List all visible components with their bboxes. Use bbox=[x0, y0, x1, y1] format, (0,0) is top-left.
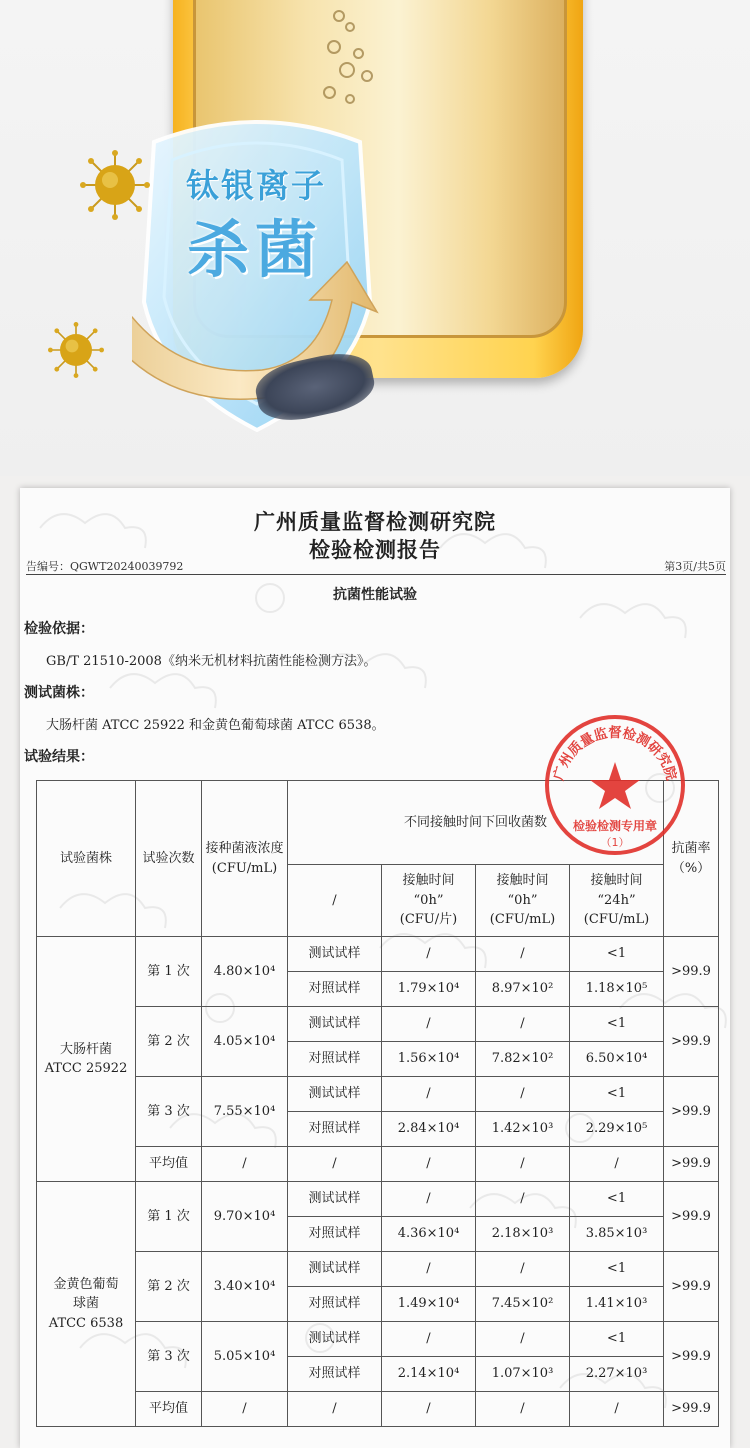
report-number: 告编号：QGWT20240039792 bbox=[26, 560, 184, 573]
average-label: 平均值 bbox=[136, 1147, 202, 1182]
sample-type: 测试试样 bbox=[288, 937, 382, 972]
sample-type: 对照试样 bbox=[288, 972, 382, 1007]
strain-saureus: 金黄色葡萄 球菌 ATCC 6538 bbox=[37, 1182, 136, 1427]
sample-type: 测试试样 bbox=[288, 1182, 382, 1217]
header-recovered: 不同接触时间下回收菌数 bbox=[288, 781, 664, 865]
sample-type: 对照试样 bbox=[288, 1217, 382, 1252]
cell-value: / bbox=[476, 1182, 570, 1217]
inoculum-conc: 4.80×10⁴ bbox=[202, 937, 288, 1007]
test-report-document bbox=[20, 488, 730, 1448]
header-concentration: 接种菌液浓度(CFU/mL) bbox=[202, 781, 288, 937]
header-strain: 试验菌株 bbox=[37, 781, 136, 937]
cell-value: / bbox=[382, 1182, 476, 1217]
cell-value: / bbox=[476, 1007, 570, 1042]
cell-value: 1.42×10³ bbox=[476, 1112, 570, 1147]
report-title: 检验检测报告 bbox=[309, 537, 441, 562]
sample-type: 对照试样 bbox=[288, 1287, 382, 1322]
run-label: 第 3 次 bbox=[136, 1322, 202, 1392]
inoculum-conc: 4.05×10⁴ bbox=[202, 1007, 288, 1077]
run-label: 第 1 次 bbox=[136, 1182, 202, 1252]
header-divider bbox=[26, 574, 726, 575]
cell-value: 2.14×10⁴ bbox=[382, 1357, 476, 1392]
cell-value: <1 bbox=[570, 1252, 664, 1287]
header-time-0h-piece: 接触时间 “0h” (CFU/片) bbox=[382, 865, 476, 937]
bubbles-decoration bbox=[315, 0, 385, 120]
cell-value: / bbox=[382, 1007, 476, 1042]
sample-type: 对照试样 bbox=[288, 1112, 382, 1147]
shield-main-text: 杀菌 bbox=[186, 213, 323, 286]
product-banner bbox=[0, 0, 750, 476]
antibacterial-rate: >99.9 bbox=[664, 1007, 719, 1077]
cell-value: / bbox=[476, 1392, 570, 1427]
cell-value: / bbox=[570, 1392, 664, 1427]
header-time-24h: 接触时间 “24h” (CFU/mL) bbox=[570, 865, 664, 937]
cell-value: 1.07×10³ bbox=[476, 1357, 570, 1392]
cell-value: <1 bbox=[570, 1007, 664, 1042]
cell-value: / bbox=[476, 1077, 570, 1112]
basis-text: GB/T 21510-2008《纳米无机材料抗菌性能检测方法》。 bbox=[46, 654, 377, 669]
cell-value: 2.84×10⁴ bbox=[382, 1112, 476, 1147]
sample-type: 测试试样 bbox=[288, 1007, 382, 1042]
cell-value: 3.85×10³ bbox=[570, 1217, 664, 1252]
virus-icon bbox=[80, 150, 150, 220]
cell-value: 6.50×10⁴ bbox=[570, 1042, 664, 1077]
cell-value: 1.41×10³ bbox=[570, 1287, 664, 1322]
cell-value: / bbox=[382, 1392, 476, 1427]
basis-label: 检验依据： bbox=[24, 621, 94, 637]
cell-value: 1.18×10⁵ bbox=[570, 972, 664, 1007]
cell-value: / bbox=[476, 937, 570, 972]
cell-value: <1 bbox=[570, 1182, 664, 1217]
institute-title: 广州质量监督检测研究院 bbox=[254, 509, 496, 534]
cell-value: / bbox=[382, 1147, 476, 1182]
cell-value: <1 bbox=[570, 1322, 664, 1357]
antibacterial-rate: >99.9 bbox=[664, 1252, 719, 1322]
antibacterial-rate: >99.9 bbox=[664, 1147, 719, 1182]
svg-text:检验检测专用章: 检验检测专用章 bbox=[572, 819, 658, 833]
cell-value: 1.49×10⁴ bbox=[382, 1287, 476, 1322]
cell-value: / bbox=[476, 1147, 570, 1182]
header-count: 试验次数 bbox=[136, 781, 202, 937]
strain-ecoli: 大肠杆菌 ATCC 25922 bbox=[37, 937, 136, 1182]
inoculum-conc: 5.05×10⁴ bbox=[202, 1322, 288, 1392]
strain-label: 测试菌株： bbox=[24, 685, 94, 701]
cell-value: 2.29×10⁵ bbox=[570, 1112, 664, 1147]
header-slash: / bbox=[288, 865, 382, 937]
cell-value: / bbox=[202, 1392, 288, 1427]
header-antibacterial-rate: 抗菌率（%） bbox=[664, 781, 719, 937]
cell-value: 2.18×10³ bbox=[476, 1217, 570, 1252]
cell-value: 4.36×10⁴ bbox=[382, 1217, 476, 1252]
antibacterial-rate: >99.9 bbox=[664, 937, 719, 1007]
cell-value: / bbox=[382, 1077, 476, 1112]
results-table bbox=[36, 780, 719, 1427]
cell-value: 8.97×10² bbox=[476, 972, 570, 1007]
sample-type: 测试试样 bbox=[288, 1252, 382, 1287]
cell-value: / bbox=[288, 1147, 382, 1182]
svg-text:（1）: （1） bbox=[600, 836, 630, 849]
shield-title: 钛银离子 bbox=[186, 166, 326, 205]
sample-type: 对照试样 bbox=[288, 1042, 382, 1077]
cell-value: 7.82×10² bbox=[476, 1042, 570, 1077]
cell-value: <1 bbox=[570, 1077, 664, 1112]
cell-value: / bbox=[382, 937, 476, 972]
cell-value: / bbox=[382, 1322, 476, 1357]
cell-value: <1 bbox=[570, 937, 664, 972]
sample-type: 测试试样 bbox=[288, 1077, 382, 1112]
cell-value: 1.79×10⁴ bbox=[382, 972, 476, 1007]
cell-value: / bbox=[476, 1252, 570, 1287]
average-label: 平均值 bbox=[136, 1392, 202, 1427]
run-label: 第 2 次 bbox=[136, 1007, 202, 1077]
official-seal-stamp bbox=[540, 710, 690, 860]
run-label: 第 1 次 bbox=[136, 937, 202, 1007]
antibacterial-rate: >99.9 bbox=[664, 1182, 719, 1252]
cell-value: / bbox=[202, 1147, 288, 1182]
sample-type: 测试试样 bbox=[288, 1322, 382, 1357]
antibacterial-rate: >99.9 bbox=[664, 1392, 719, 1427]
cell-value: / bbox=[476, 1322, 570, 1357]
result-label: 试验结果： bbox=[24, 749, 94, 765]
inoculum-conc: 9.70×10⁴ bbox=[202, 1182, 288, 1252]
sample-type: 对照试样 bbox=[288, 1357, 382, 1392]
cell-value: / bbox=[570, 1147, 664, 1182]
run-label: 第 3 次 bbox=[136, 1077, 202, 1147]
section-title: 抗菌性能试验 bbox=[333, 587, 417, 603]
inoculum-conc: 3.40×10⁴ bbox=[202, 1252, 288, 1322]
cell-value: 2.27×10³ bbox=[570, 1357, 664, 1392]
header-time-0h-ml: 接触时间 “0h” (CFU/mL) bbox=[476, 865, 570, 937]
cell-value: 7.45×10² bbox=[476, 1287, 570, 1322]
cell-value: / bbox=[288, 1392, 382, 1427]
inoculum-conc: 7.55×10⁴ bbox=[202, 1077, 288, 1147]
run-label: 第 2 次 bbox=[136, 1252, 202, 1322]
cell-value: 1.56×10⁴ bbox=[382, 1042, 476, 1077]
antibacterial-rate: >99.9 bbox=[664, 1077, 719, 1147]
antibacterial-rate: >99.9 bbox=[664, 1322, 719, 1392]
strain-text: 大肠杆菌 ATCC 25922 和金黄色葡萄球菌 ATCC 6538。 bbox=[46, 718, 385, 733]
page-info: 第3页/共5页 bbox=[664, 560, 726, 573]
virus-icon-small bbox=[48, 322, 104, 378]
cell-value: / bbox=[382, 1252, 476, 1287]
svg-text:广州质量监督检测研究院: 广州质量监督检测研究院 bbox=[550, 725, 680, 783]
